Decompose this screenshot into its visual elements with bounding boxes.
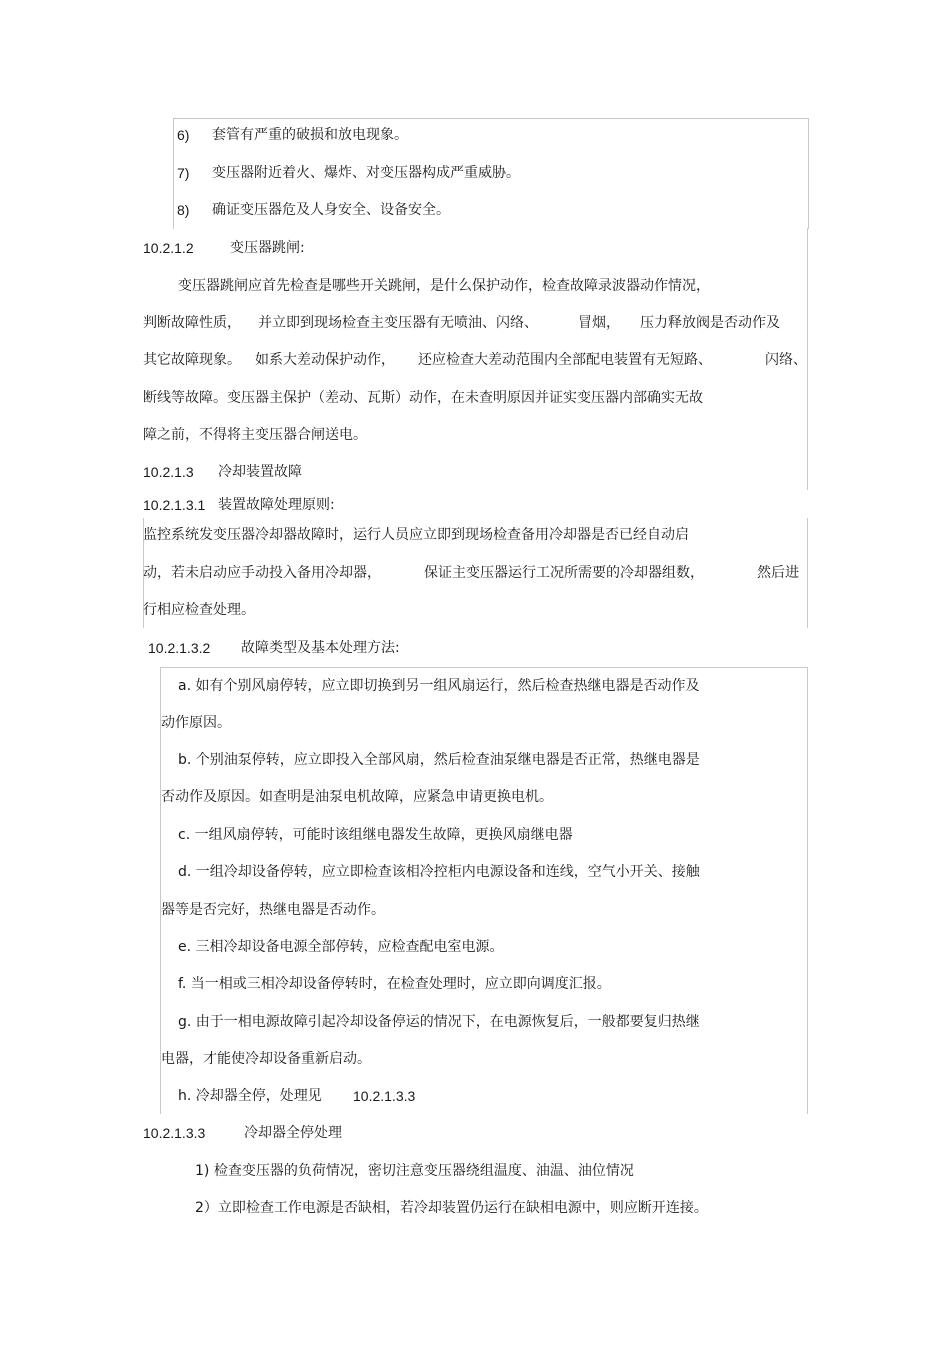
list-item-text: 变压器附近着火、爆炸、对变压器构成严重威胁。 bbox=[212, 165, 520, 181]
section-number: 10.2.1.3.3 bbox=[143, 1125, 206, 1141]
paragraph-line: 还应检查大差动范围内全部配电装置有无短路、 bbox=[418, 352, 712, 368]
section-number: 10.2.1.2 bbox=[143, 240, 194, 256]
list-item-text: h. 冷却器全停，处理见 bbox=[178, 1088, 322, 1104]
list-item-text: 器等是否完好，热继电器是否动作。 bbox=[161, 902, 385, 918]
list-item-text: e. 三相冷却设备电源全部停转，应检查配电室电源。 bbox=[178, 939, 504, 955]
section-title: 变压器跳闸: bbox=[230, 240, 305, 256]
paragraph-line: 变压器跳闸应首先检查是哪些开关跳闸，是什么保护动作，检查故障录波器动作情况， bbox=[178, 278, 710, 294]
cross-reference: 10.2.1.3.3 bbox=[353, 1088, 416, 1104]
paragraph-line: 然后进 bbox=[757, 565, 799, 581]
frame-line bbox=[807, 518, 808, 628]
list-item-text: 电器，才能使冷却设备重新启动。 bbox=[161, 1051, 371, 1067]
paragraph-line: 断线等故障。变压器主保护（差动、瓦斯）动作，在未查明原因并证实变压器内部确实无故 bbox=[143, 390, 703, 406]
section-title: 故障类型及基本处理方法: bbox=[241, 640, 400, 656]
section-title: 冷却装置故障 bbox=[218, 464, 302, 480]
list-item-text: f. 当一相或三相冷却设备停转时，在检查处理时，应立即向调度汇报。 bbox=[178, 976, 611, 992]
paragraph-line: 并立即到现场检查主变压器有无喷油、闪络、 bbox=[258, 315, 538, 331]
paragraph-line: 行相应检查处理。 bbox=[143, 602, 255, 618]
paragraph-line: 如系大差动保护动作， bbox=[255, 352, 395, 368]
paragraph-line: 障之前，不得将主变压器合闸送电。 bbox=[143, 427, 367, 443]
list-item-text: 2）立即检查工作电源是否缺相，若冷却装置仍运行在缺相电源中，则应断开连接。 bbox=[195, 1200, 708, 1216]
list-item-text: 否动作及原因。如查明是油泵电机故障，应紧急申请更换电机。 bbox=[161, 789, 553, 805]
list-item-text: 套管有严重的破损和放电现象。 bbox=[212, 127, 408, 143]
paragraph-line: 冒烟， bbox=[578, 315, 620, 331]
paragraph-line: 闪络、 bbox=[765, 352, 807, 368]
list-item-number: 8) bbox=[177, 202, 190, 218]
section-number: 10.2.1.3.2 bbox=[148, 640, 211, 656]
list-item-text: a. 如有个别风扇停转，应立即切换到另一组风扇运行，然后检查热继电器是否动作及 bbox=[178, 678, 700, 694]
section-title: 冷却器全停处理 bbox=[244, 1125, 342, 1141]
list-item-text: c. 一组风扇停转，可能时该组继电器发生故障，更换风扇继电器 bbox=[178, 827, 573, 843]
section-number: 10.2.1.3 bbox=[143, 464, 194, 480]
section-number: 10.2.1.3.1 bbox=[143, 497, 206, 513]
paragraph-line: 其它故障现象。 bbox=[143, 352, 241, 368]
frame-line bbox=[160, 667, 808, 1114]
list-item-number: 6) bbox=[177, 127, 190, 143]
paragraph-line: 保证主变压器运行工况所需要的冷却器组数， bbox=[424, 565, 704, 581]
list-item-text: d. 一组冷却设备停转，应立即检查该相冷控柜内电源设备和连线，空气小开关、接触 bbox=[178, 864, 700, 880]
list-item-text: 动作原因。 bbox=[161, 715, 231, 731]
paragraph-line: 判断故障性质， bbox=[143, 315, 241, 331]
list-item-text: 确证变压器危及人身安全、设备安全。 bbox=[212, 202, 450, 218]
paragraph-line: 动，若未启动应手动投入备用冷却器， bbox=[143, 565, 381, 581]
list-item-number: 7) bbox=[177, 165, 190, 181]
list-item-text: 1) 检查变压器的负荷情况，密切注意变压器绕组温度、油温、油位情况 bbox=[195, 1163, 634, 1179]
list-item-text: g. 由于一相电源故障引起冷却设备停运的情况下，在电源恢复后，一般都要复归热继 bbox=[178, 1014, 700, 1030]
section-title: 装置故障处理原则: bbox=[218, 497, 335, 513]
paragraph-line: 压力释放阀是否动作及 bbox=[640, 315, 780, 331]
frame-line bbox=[807, 228, 808, 490]
list-item-text: b. 个别油泵停转，应立即投入全部风扇，然后检查油泵继电器是否正常，热继电器是 bbox=[178, 752, 700, 768]
paragraph-line: 监控系统发变压器冷却器故障时，运行人员应立即到现场检查备用冷却器是否已经自动启 bbox=[143, 527, 689, 543]
